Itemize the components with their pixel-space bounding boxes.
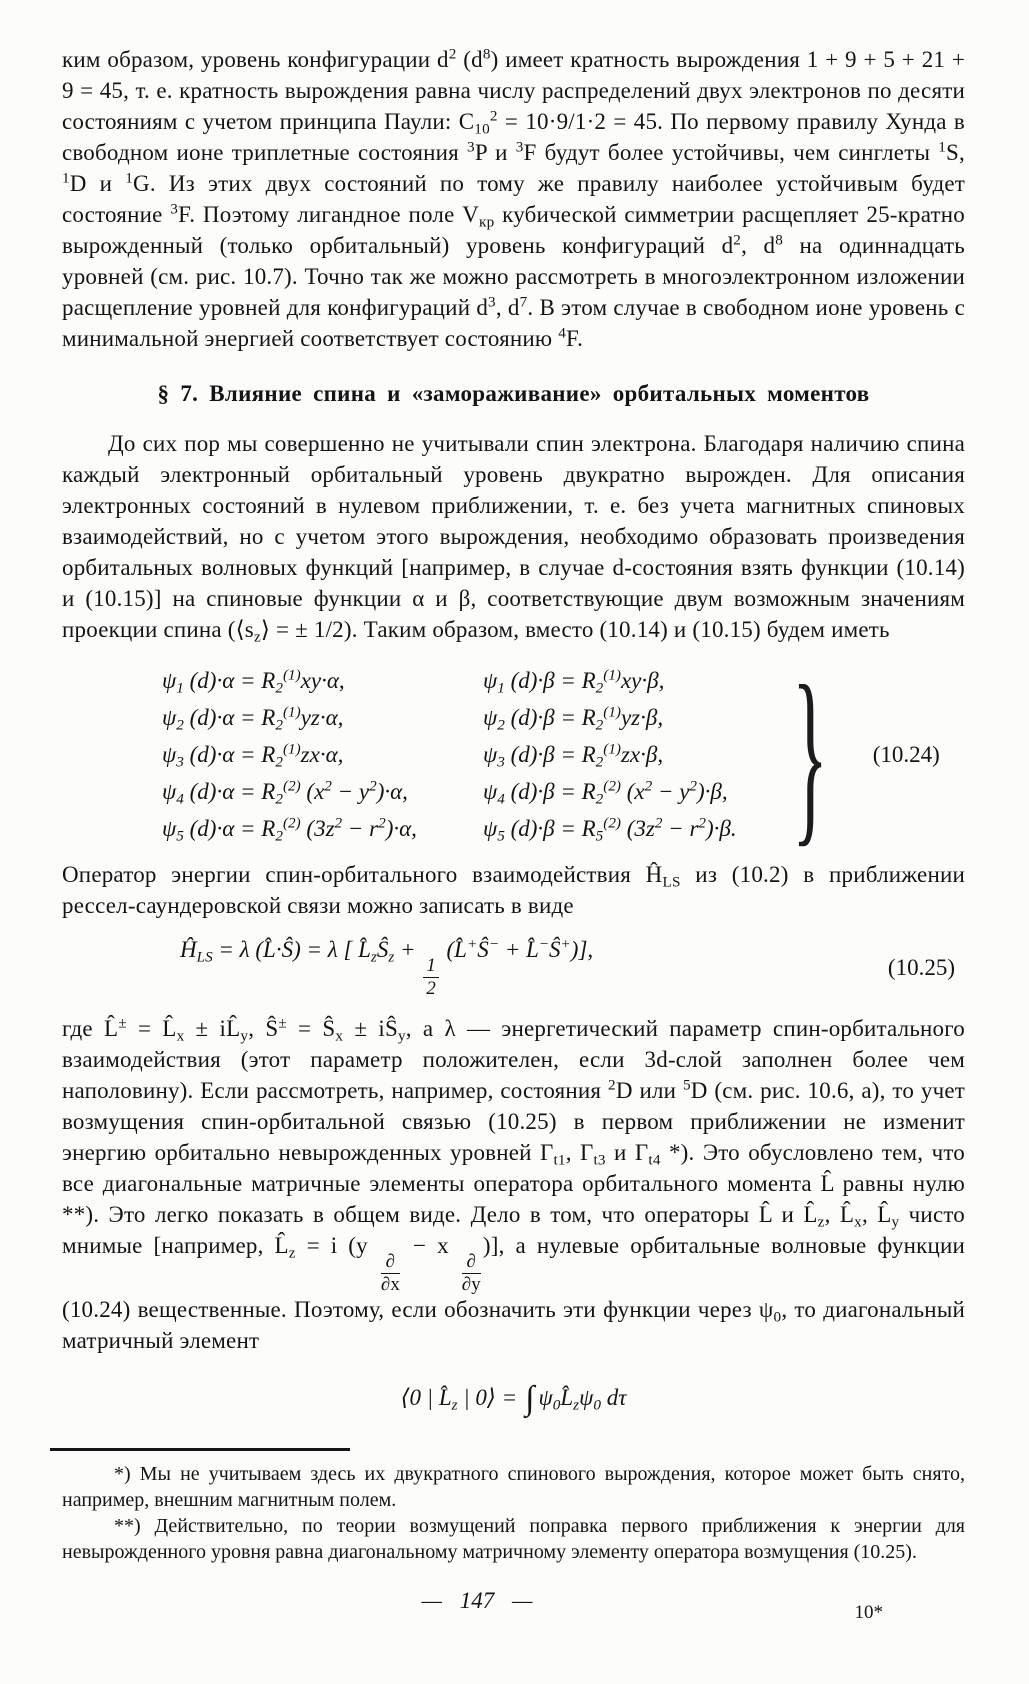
equation-matrix-element bbox=[62, 1380, 965, 1418]
integral-sign: ∫ bbox=[525, 1380, 535, 1418]
matrix-element-rhs: $\psi_0L̂_z\psi_0$ dτ bbox=[538, 1385, 627, 1414]
paragraph-continuation: ким образом, уровень конфигурации $d^2$ $(d^8)$ имеет кратность вырождения 1 + 9 + 5 + 21 + 9 = 45, т. е. кратность вырождения равна числу распределений двух электронов по десяти состояниям с учетом принципа Паули: $C_{10}^2 = 10\cdot 9/1\cdot 2 = 45$. По первому правилу Хунда в свободном ионе триплетные состояния $^3$P и $^3$F будут более устойчивы, чем синглеты $^1$S, $^1$D и $^1$G. Из этих двух состояний по тому же правилу наиболее устойчивым будет состояние $^3$F. Поэтому лигандное поле $V_{кр}$ кубической симметрии расщепляет 25-кратно вырожденный (только орбитальный) уровень конфигураций $d^2$, $d^8$ на одиннадцать уровней (см. рис. 10.7). Точно так же можно рассмотреть в многоэлектронном изложении расщепление уровней для конфигураций $d^3$, $d^7$. В этом случае в свободном ионе уровень с минимальной энергией соответствует состоянию $^4$F. bbox=[62, 45, 966, 351]
paragraph-intro: До сих пор мы совершенно не учитывали спин электрона. Благодаря наличию спина каждый электронный орбитальный уровень двукратно вырожден. Для описания электронных состояний в нулевом приближении, т. е. без учета магнитных спиновых взаимодействий, но с учетом этого вырождения, необходимо образовать произведения орбитальных волновых функций [например, в случае d-состояния взять функции (10.14) и (10.15)] на спиновые функции α и β, соответствующие двум возможным значениям проекции спина ($⟨s_z⟩$ = ± 1/2). Таким образом, вместо (10.14) и (10.15) будем иметь bbox=[62, 431, 965, 646]
equation-number-10-25: (10.25) bbox=[887, 954, 955, 980]
printers-signature-mark: 10* bbox=[854, 1602, 883, 1623]
equation-row: $\psi_2$ $(d)\cdot\beta = R_2^{(1)}yz\cdot\beta$, bbox=[482, 703, 664, 734]
section-heading: § 7. Влияние спина и «замораживание» орбитальных моментов bbox=[157, 381, 870, 406]
equation-10-25: $Ĥ_{LS} = \lambda$ (L̂·Ŝ) = λ [ $L̂_zŜ_z$ + $\frac{1}{2}$ (L̂+Ŝ− + L̂−Ŝ+)], bbox=[180, 935, 594, 999]
equation-number-10-24: (10.24) bbox=[872, 741, 940, 767]
equation-row: $\psi_5$ $(d)\cdot\alpha = R_2^{(2)}$ $(3z^2 - r^2)\cdot\alpha$, bbox=[162, 814, 417, 845]
equation-row: $\psi_4$ $(d)\cdot\alpha = R_2^{(2)}$ $(x^2 - y^2)\cdot\alpha$, bbox=[162, 777, 408, 808]
footnote-divider bbox=[50, 1448, 350, 1451]
equation-column-alpha bbox=[162, 662, 417, 847]
matrix-element-lhs: ⟨0 | $L̂_z$ | 0⟩ = bbox=[400, 1385, 518, 1414]
equation-block-10-25 bbox=[62, 937, 965, 999]
equation-row: $\psi_3$ $(d)\cdot\beta = R_2^{(1)}zx\cdot\beta$, bbox=[482, 740, 664, 771]
equation-row: $\psi_1$ $(d)\cdot\beta = R_2^{(1)}xy\cdot\beta$, bbox=[482, 666, 665, 697]
page-number: — 147 — bbox=[421, 1588, 533, 1613]
footnote-2: **) Действительно, по теории возмущений поправка первого приближения к энергии для невырожденного уровня равна диагональному матричному элементу оператора возмущения (10.25). bbox=[62, 1515, 965, 1564]
equation-row: $\psi_4$ $(d)\cdot\beta = R_2^{(2)}$ $(x^2 - y^2)\cdot\beta$, bbox=[482, 777, 728, 808]
paragraph-where: где L̂± = $L̂_x$ ± $iL̂_y$, Ŝ± = $Ŝ_x$ ± $iŜ_y$, а λ — энергетический параметр спин-орбитального взаимодействия (этот параметр положителен, если 3d-слой заполнен более чем наполовину). Если рассмотреть, например, состояния $^2$D или $^5$D (см. рис. 10.6, а), то учет возмущения спин-орбитальной связью (10.25) в первом приближении не изменит энергию орбитально невырожденных уровней $\Gamma_{t1}$, $\Gamma_{t3}$ и $\Gamma_{t4}$ *). Это обусловлено тем, что все диагональные матричные элементы оператора орбитального момента L̂ равны нулю **). Это легко показать в общем виде. Дело в том, что операторы L̂ и $L̂_z$, $L̂_x$, $L̂_y$ чисто мнимые [например, $L̂_z = i$ (y $\frac{\partial}{\partial x}$ − x $\frac{\partial}{\partial y}$ )], а нулевые орбитальные волновые функции (10.24) вещественные. Поэтому, если обозначить эти функции через $\psi_0$, то диагональный матричный элемент bbox=[62, 1014, 965, 1354]
footnote-1: *) Мы не учитываем здесь их двукратного спинового вырождения, которое может быть снято, например, внешним магнитным полем. bbox=[62, 1463, 965, 1512]
equation-block-10-24 bbox=[62, 646, 965, 863]
equation-column-beta bbox=[483, 662, 737, 847]
equation-row: $\psi_3$ $(d)\cdot\alpha = R_2^{(1)}zx\cdot\alpha$, bbox=[162, 740, 344, 771]
equation-brace: } bbox=[791, 646, 828, 863]
equation-row: $\psi_5$ $(d)\cdot\beta = R_5^{(2)}$ $(3z^2 - r^2)\cdot\beta$. bbox=[482, 814, 737, 845]
page-content bbox=[62, 44, 965, 1565]
equation-row: $\psi_1$ $(d)\cdot\alpha = R_2^{(1)}xy\cdot\alpha$, bbox=[162, 666, 345, 697]
equation-row: $\psi_2$ $(d)\cdot\alpha = R_2^{(1)}yz\cdot\alpha$, bbox=[162, 703, 344, 734]
paragraph-operator: Оператор энергии спин-орбитального взаимодействия $Ĥ_{LS}$ из (10.2) в приближении рессел-саундеровской связи можно записать в виде bbox=[62, 862, 965, 918]
